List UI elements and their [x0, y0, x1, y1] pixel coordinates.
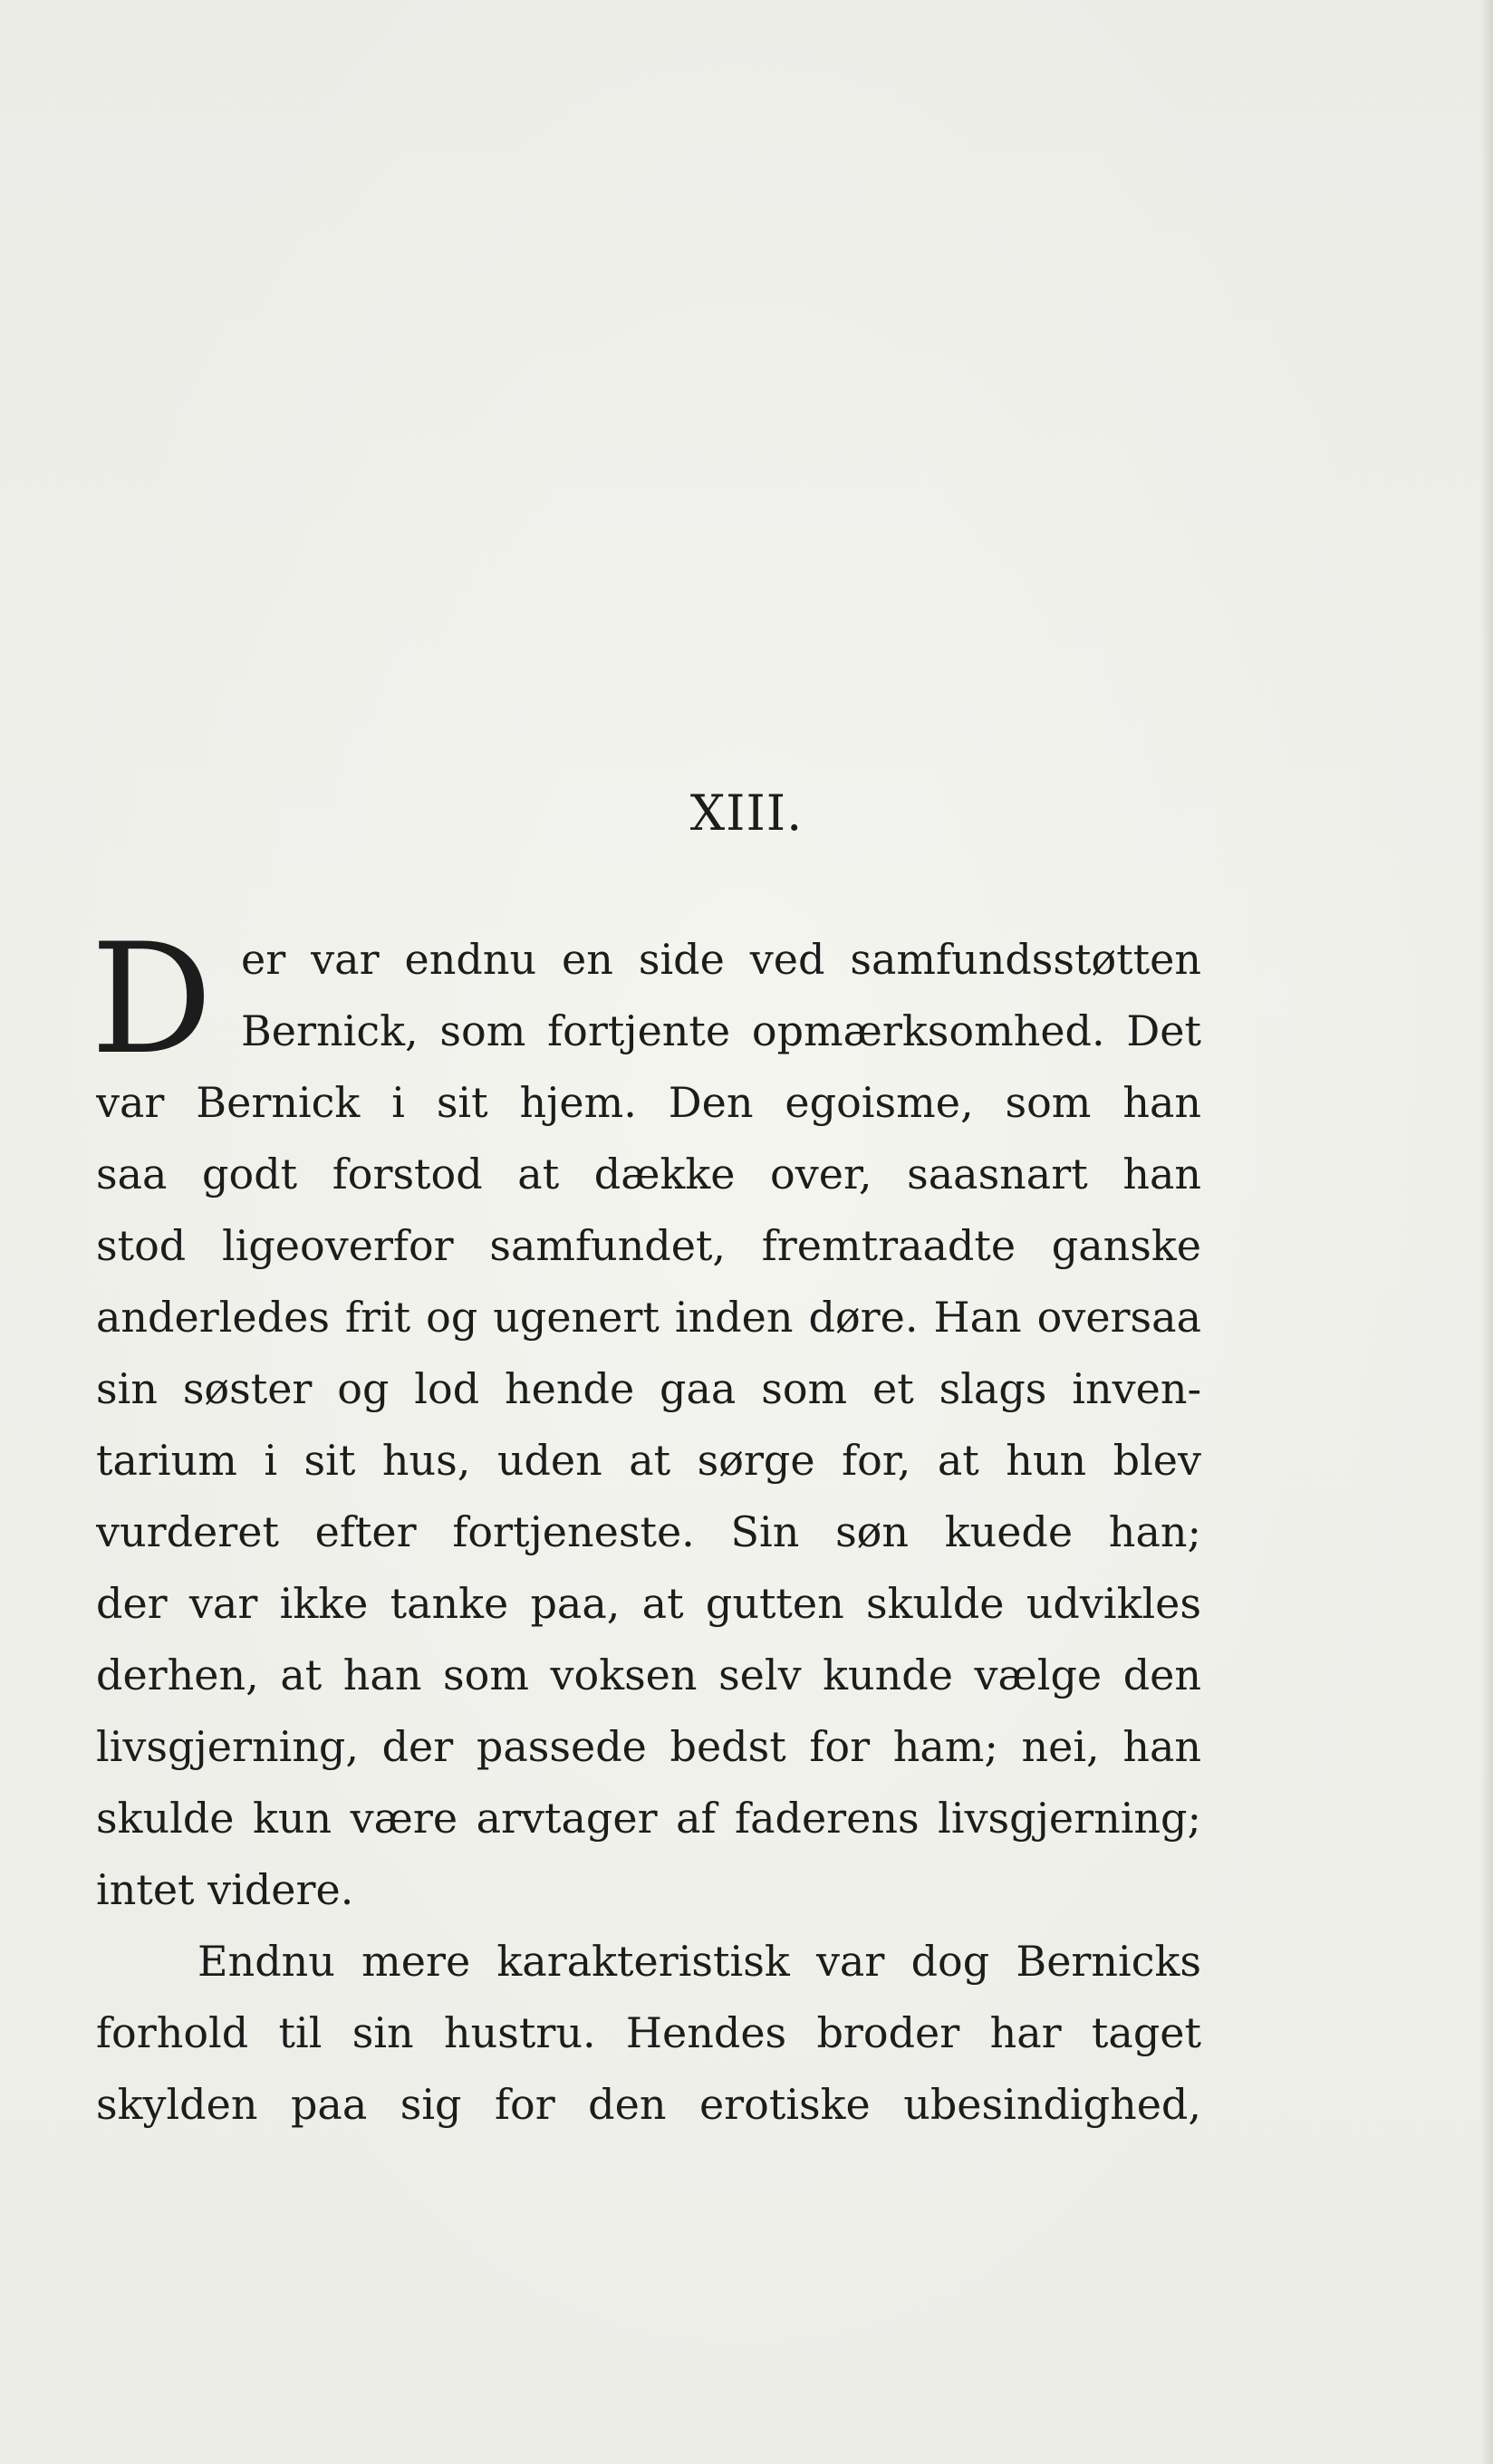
- text-line: anderledes frit og ugenert inden døre. Han oversaa: [96, 1293, 1201, 1342]
- text-line: derhen, at han som voksen selv kunde vælge den: [96, 1651, 1201, 1699]
- text-line: skylden paa sig for den erotiske ubesindighed,: [96, 2080, 1201, 2129]
- text-line: vurderet efter fortjeneste. Sin søn kuede han;: [96, 1507, 1201, 1556]
- text-line: var Bernick i sit hjem. Den egoisme, som han: [96, 1078, 1201, 1127]
- drop-cap: D: [91, 910, 213, 1088]
- text-line: saa godt forstod at dække over, saasnart han: [96, 1150, 1201, 1198]
- text-line: forhold til sin hustru. Hendes broder har taget: [96, 2008, 1201, 2057]
- text-line: livsgjerning, der passede bedst for ham; nei, han: [96, 1722, 1201, 1771]
- paragraph-1: [91, 910, 1201, 1926]
- text-line: skulde kun være arvtager af faderens livsgjerning;: [96, 1794, 1201, 1843]
- text-line: Endnu mere karakteristisk var dog Bernicks: [197, 1937, 1201, 1986]
- text-line: sin søster og lod hende gaa som et slags inven-: [96, 1364, 1201, 1413]
- text-line: der var ikke tanke paa, at gutten skulde udvikles: [96, 1579, 1201, 1628]
- chapter-heading: XIII.: [689, 784, 804, 842]
- text-line: tarium i sit hus, uden at sørge for, at hun blev: [96, 1436, 1201, 1485]
- paragraph-2: [96, 1926, 1201, 2141]
- text-line: Bernick, som fortjente opmærksomhed. Det: [241, 1006, 1201, 1055]
- text-line: intet videre.: [96, 1865, 354, 1914]
- page-edge: [1480, 0, 1493, 2464]
- text-line: er var endnu en side ved samfundsstøtten: [241, 935, 1201, 984]
- body-text: [91, 910, 1201, 2141]
- text-line: stod ligeoverfor samfundet, fremtraadte ganske: [96, 1221, 1201, 1270]
